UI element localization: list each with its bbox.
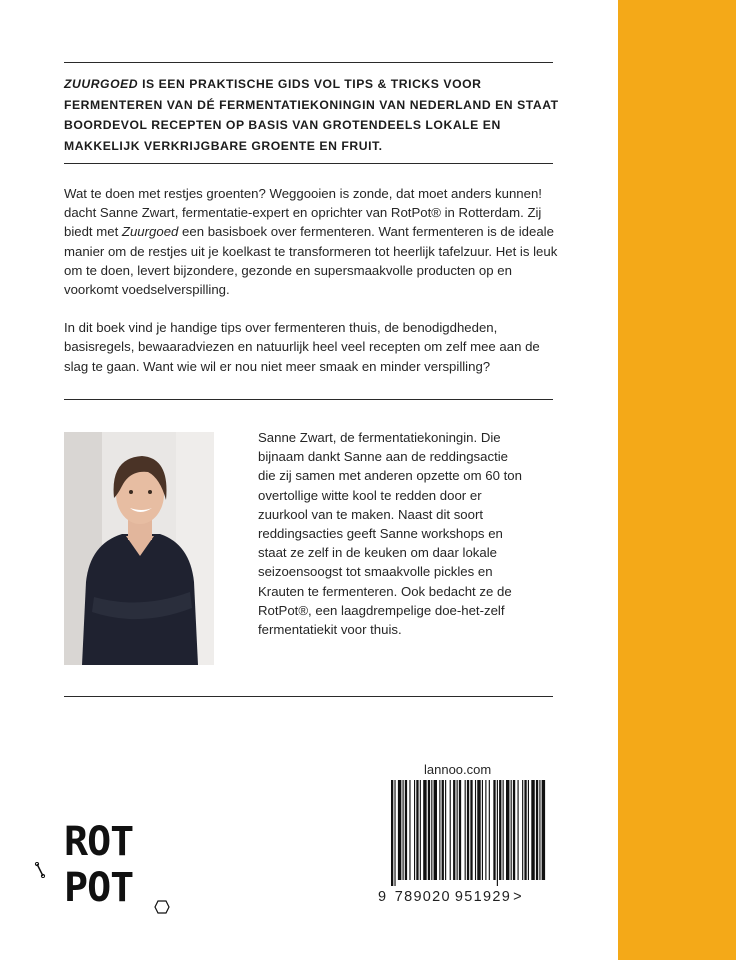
barcode-bar: [467, 780, 469, 880]
barcode-bar: [539, 780, 540, 880]
barcode-bar: [470, 780, 472, 880]
barcode-bar: [442, 780, 444, 880]
barcode-bar: [439, 780, 440, 880]
barcode-bar: [423, 780, 426, 880]
barcode-bar: [518, 780, 519, 880]
isbn-number: [378, 889, 558, 905]
barcode-bar: [536, 780, 538, 880]
barcode-bar: [493, 780, 495, 880]
barcode-bar: [434, 780, 437, 880]
divider-intro: [64, 163, 553, 164]
barcode-bar: [524, 780, 526, 880]
isbn-group-2: 951929: [454, 889, 512, 905]
barcode-bar: [431, 780, 432, 880]
description-paragraph-2: In dit boek vind je handige tips over fermenteren thuis, de benodigdheden, basisregels, bewaaradviezen en natuurlijk heel veel recepten om zelf mee aan de slag te gaan. Want wie wil er nou niet meer smaak en minder verspilling?: [64, 320, 540, 374]
logo-line-rot: ROT: [64, 819, 134, 865]
barcode-bar: [477, 780, 480, 880]
barcode-bar: [459, 780, 461, 880]
barcode-bar: [391, 780, 393, 886]
barcode-bar: [398, 780, 401, 880]
isbn-lead-digit: 9: [378, 889, 388, 905]
isbn-barcode: [391, 780, 546, 886]
barcode-bar: [453, 780, 455, 880]
barcode-bar: [403, 780, 404, 880]
barcode-bar: [531, 780, 534, 880]
barcode-bar: [450, 780, 451, 880]
barcode-bar: [405, 780, 407, 880]
barcode-bar: [420, 780, 421, 880]
divider-bio: [64, 696, 553, 697]
description-paragraph-1: Wat te doen met restjes groenten? Weggooien is zonde, dat moet anders kunnen! dacht Sanne Zwart, fermentatie-expert en oprichter van RotPot® in Rotterdam. Zij biedt met Zuurgoed een basisboek over fermenteren. Want fermenteren is de ideale manier om de restjes uit je koelkast te transformeren tot heerlijk tafelzuur. Het is leuk om te doen, levert bijzondere, gezonde en supersmaakvolle producten op en voorkomt voedselverspilling.: [64, 186, 558, 298]
barcode-bar: [499, 780, 501, 880]
description-block: [64, 184, 564, 376]
barcode-bar: [489, 780, 490, 880]
rotpot-logo: [64, 819, 174, 918]
barcode-bar: [475, 780, 476, 880]
barcode-bar: [506, 780, 509, 880]
isbn-arrow: >: [513, 889, 523, 905]
barcode-bar: [394, 780, 395, 886]
logo-line-pot: POT: [64, 865, 134, 911]
barcode-bar: [503, 780, 504, 880]
barcode-bar: [482, 780, 483, 880]
barcode-bar: [511, 780, 512, 880]
barcode-bar: [428, 780, 430, 880]
barcode-bar: [485, 780, 486, 880]
description-book-title: Zuurgoed: [121, 224, 179, 240]
barcode-bar: [409, 780, 410, 880]
barcode-bar: [522, 780, 523, 880]
divider-top: [64, 62, 553, 63]
isbn-group-1: 789020: [394, 889, 451, 905]
bone-icon: [34, 862, 46, 878]
barcode-bar: [513, 780, 515, 880]
barcode-bar: [445, 780, 446, 880]
barcode-bar: [414, 780, 415, 880]
barcode-bar: [416, 780, 418, 880]
intro-text: IS EEN PRAKTISCHE GIDS VOL TIPS & TRICKS VOOR FERMENTEREN VAN DÉ FERMENTATIEKONINGIN VAN NEDERLAND EN STAAT BOORDEVOL RECEPTEN OP BASIS VAN GROTENDEELS LOKALE EN MAKKELIJK VERKRIJGBARE GROENTE EN FRUIT.: [64, 77, 559, 153]
barcode-bar: [497, 780, 498, 886]
publisher-url: lannoo.com: [424, 762, 492, 777]
barcode-bar: [457, 780, 458, 880]
intro-blurb: [64, 74, 564, 156]
barcode-bar: [465, 780, 466, 880]
jar-icon: [154, 900, 170, 914]
author-bio: Sanne Zwart, de fermentatiekoningin. Die bijnaam dankt Sanne aan de reddingsactie die zij samen met anderen opzette om 60 ton overtollige witte kool te redden door er zuurkool van te maken. Naast dit soort reddingsacties geeft Sanne workshops en staat ze zelf in de keuken om daar lokale seizoensoogst tot smaakvolle pickles en Krauten te fermenteren. Ook bedacht ze de RotPot®, een laagdrempelige doe-het-zelf fermentatiekit voor thuis.: [258, 430, 522, 638]
divider-description: [64, 399, 553, 400]
author-photo: [64, 432, 214, 665]
barcode-bar: [528, 780, 529, 880]
book-spine-band: [618, 0, 736, 960]
barcode-bar: [542, 780, 545, 880]
intro-book-title: ZUURGOED: [64, 77, 139, 91]
